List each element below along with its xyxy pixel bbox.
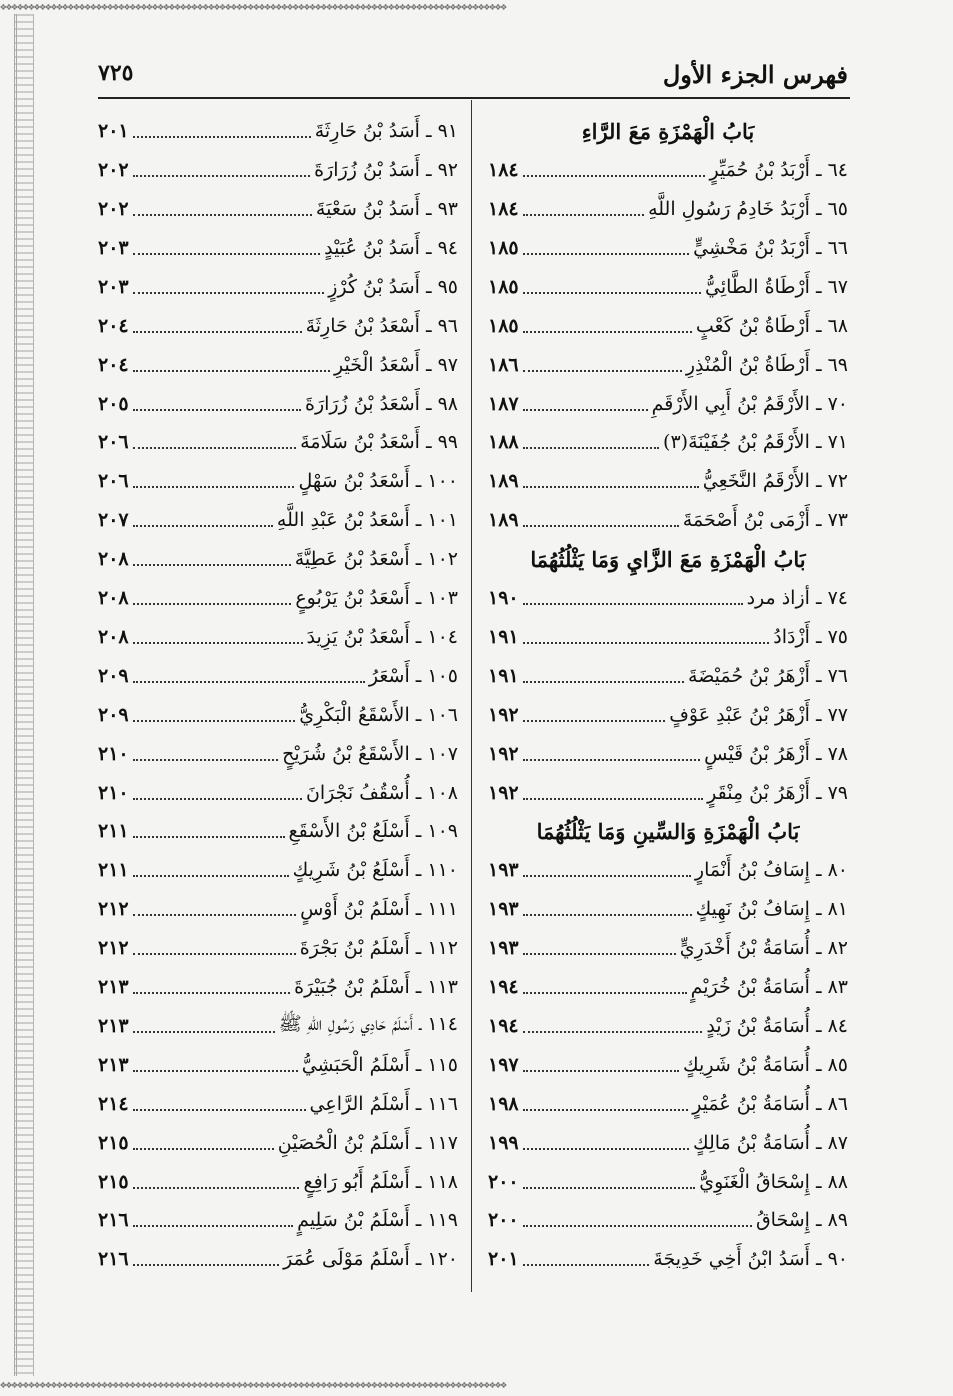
entry-name: ١١٦ ـ أَسْلَمُ الرَّاعِي xyxy=(309,1092,458,1115)
leader-dots xyxy=(133,681,365,683)
leader-dots xyxy=(133,798,302,800)
entry-name: ٧٣ ـ أَزْمَى بْنُ أَصْحَمَةَ xyxy=(682,509,848,532)
index-entry xyxy=(98,1162,458,1201)
index-entry xyxy=(488,1162,848,1201)
leader-dots xyxy=(523,992,687,994)
entry-page-number: ٢٠٨ xyxy=(98,548,129,571)
leader-dots xyxy=(523,720,666,722)
entry-name: ٧٨ ـ أَزْهَرُ بْنُ قَيْسٍ xyxy=(704,742,848,765)
section-heading: بَابُ الْهَمْزَةِ مَعَ الزَّايِ وَمَا يَثْلُثُهُمَا xyxy=(530,546,806,572)
entry-page-number: ٢١١ xyxy=(98,859,129,882)
entry-name: ٩٦ ـ أَسْعَدُ بْنُ حَارِثَةَ xyxy=(305,314,458,337)
leader-dots xyxy=(523,292,701,294)
leader-dots xyxy=(523,681,684,683)
index-entry xyxy=(98,734,458,773)
index-entry xyxy=(488,734,848,773)
entry-page-number: ٢٠٠ xyxy=(488,1170,519,1193)
entry-page-number: ٢١٢ xyxy=(98,937,129,960)
entry-name: ١٠٦ ـ الأَسْقَعُ الْبَكْرِيُّ xyxy=(299,703,458,726)
entry-name: ٨١ ـ إِسَافُ بْنُ نَهِيكٍ xyxy=(695,898,848,921)
leader-dots xyxy=(133,253,321,255)
index-entry xyxy=(98,851,458,890)
leader-dots xyxy=(523,642,770,644)
entry-name: ٦٩ ـ أَرْطَاةُ بْنُ الْمُنْذِرِ xyxy=(685,353,848,376)
entry-name: ٨٨ ـ إِسْحَاقُ الْغَنَوِيُّ xyxy=(699,1170,848,1193)
index-entry xyxy=(98,1007,458,1046)
entry-page-number: ٢١٠ xyxy=(98,742,129,765)
entry-name: ١٠٣ ـ أَسْعَدُ بْنُ يَرْبُوعٍ xyxy=(295,587,458,610)
entry-name: ١٠٥ ـ أَسْعَرُ xyxy=(368,664,458,687)
entry-page-number: ١٩٤ xyxy=(488,1014,519,1037)
entry-page-number: ١٩٧ xyxy=(488,1053,519,1076)
index-entry xyxy=(488,423,848,462)
leader-dots xyxy=(133,486,295,488)
index-entry xyxy=(98,696,458,735)
entry-page-number: ٢٠٨ xyxy=(98,587,129,610)
entry-name: ٧٩ ـ أَزْهَرُ بْنُ مِنْقَرٍ xyxy=(707,781,848,804)
entry-name: ١٠٩ ـ أَسْلَعُ بْنُ الأَسْقَعِ xyxy=(288,820,458,843)
entry-page-number: ٢٠٣ xyxy=(98,236,129,259)
leader-dots xyxy=(523,525,679,527)
entry-page-number: ٢٠٤ xyxy=(98,314,129,337)
leader-dots xyxy=(523,409,648,411)
entry-name: ١٠٢ ـ أَسْعَدُ بْنُ عَطِيَّةَ xyxy=(294,548,458,571)
entry-name: ١١٣ ـ أَسْلَمُ بْنُ جُبَيْرَةَ xyxy=(294,976,458,999)
entry-page-number: ١٩٩ xyxy=(488,1131,519,1154)
leader-dots xyxy=(523,370,682,372)
entry-page-number: ١٩٣ xyxy=(488,937,519,960)
entry-name: ١٠٤ ـ أَسْعَدُ بْنُ يَزِيدَ xyxy=(306,625,458,648)
index-entry xyxy=(488,462,848,501)
index-entry xyxy=(98,423,458,462)
leader-dots xyxy=(133,914,296,916)
leader-dots xyxy=(133,720,296,722)
entry-page-number: ٢١٤ xyxy=(98,1092,129,1115)
entry-name: ١٠٧ ـ الأَسْقَعُ بْنُ شُرَيْحٍ xyxy=(282,742,458,765)
index-entry xyxy=(98,773,458,812)
entry-page-number: ٢٠٨ xyxy=(98,625,129,648)
leader-dots xyxy=(133,175,311,177)
index-entry xyxy=(488,345,848,384)
index-entry xyxy=(98,579,458,618)
entry-page-number: ١٩٢ xyxy=(488,742,519,765)
leader-dots xyxy=(133,759,279,761)
leader-dots xyxy=(523,759,700,761)
index-entry xyxy=(98,112,458,151)
index-entry xyxy=(98,812,458,851)
entry-name: ٩٧ ـ أَسْعَدُ الْخَيْرِ xyxy=(334,353,458,376)
entry-name: ١١٥ ـ أَسْلَمُ الْحَبَشِيُّ xyxy=(301,1053,458,1076)
entry-name: ٩٥ ـ أَسَدُ بْنُ كُرْزٍ xyxy=(328,275,458,298)
leader-dots xyxy=(133,331,302,333)
index-entry xyxy=(488,579,848,618)
leader-dots xyxy=(133,1109,306,1111)
index-entry xyxy=(98,618,458,657)
entry-name: ٩٢ ـ أَسَدُ بْنُ زُرَارَةَ xyxy=(314,159,458,182)
index-entry xyxy=(488,968,848,1007)
entry-page-number: ٢١١ xyxy=(98,820,129,843)
entry-page-number: ٢٠١ xyxy=(488,1248,519,1271)
entry-name: ١١٢ ـ أَسْلَمُ بْنُ بَجْرَةَ xyxy=(299,937,458,960)
running-title: فهرس الجزء الأول xyxy=(662,60,848,89)
index-entry xyxy=(98,151,458,190)
entry-page-number: ١٨٥ xyxy=(488,236,519,259)
index-entry xyxy=(98,929,458,968)
entry-page-number: ١٨٥ xyxy=(488,275,519,298)
entry-page-number: ٢٠٦ xyxy=(98,431,129,454)
leader-dots xyxy=(523,447,659,449)
entry-name: ٧٤ ـ أزاذ مرد xyxy=(746,587,848,610)
entry-name: ١١٨ ـ أَسْلَمُ أَبُو رَافِعٍ xyxy=(303,1170,458,1193)
entry-name: ٦٧ ـ أَرْطَاةُ الطَّائِيُّ xyxy=(705,275,848,298)
entry-page-number: ١٨٥ xyxy=(488,314,519,337)
entry-name: ١١١ ـ أَسْلَمُ بْنُ أَوْسٍ xyxy=(300,898,458,921)
leader-dots xyxy=(133,370,330,372)
leader-dots xyxy=(133,292,325,294)
entry-name: ١١٩ ـ أَسْلَمُ بْنُ سَلِيمٍ xyxy=(297,1209,458,1232)
leader-dots xyxy=(133,214,312,216)
leader-dots xyxy=(133,447,297,449)
entry-page-number: ٢٠٣ xyxy=(98,275,129,298)
leader-dots xyxy=(523,1187,696,1189)
section-heading: بَابُ الْهَمْزَةِ وَالسِّينِ وَمَا يَثْلُثُهُمَا xyxy=(536,818,800,844)
entry-page-number: ١٩٨ xyxy=(488,1092,519,1115)
entry-page-number: ٢٠٥ xyxy=(98,392,129,415)
leader-dots xyxy=(133,1031,275,1033)
leader-dots xyxy=(523,486,699,488)
entry-page-number: ١٩٢ xyxy=(488,781,519,804)
leader-dots xyxy=(523,1148,689,1150)
entry-name: ٨٠ ـ إِسَافُ بْنُ أَنْمَارٍ xyxy=(694,859,848,882)
entry-name: ٨٩ ـ إِسْحَاقُ xyxy=(755,1209,848,1232)
index-entry xyxy=(488,851,848,890)
leader-dots xyxy=(133,564,291,566)
leader-dots xyxy=(133,525,273,527)
entry-page-number: ١٨٩ xyxy=(488,509,519,532)
leader-dots xyxy=(523,253,690,255)
entry-page-number: ١٨٤ xyxy=(488,198,519,221)
section-heading: بَابُ الْهَمْزَةِ مَعَ الرَّاءِ xyxy=(581,118,755,144)
entry-page-number: ٢١٣ xyxy=(98,976,129,999)
index-entry xyxy=(488,1085,848,1124)
leader-dots xyxy=(523,798,704,800)
index-entry xyxy=(98,1123,458,1162)
entry-name: ٦٤ ـ أَرْبَدُ بْنُ حُمَيِّرٍ xyxy=(709,159,848,182)
entry-page-number: ١٨٤ xyxy=(488,159,519,182)
leader-dots xyxy=(523,914,692,916)
entry-page-number: ١٩٠ xyxy=(488,587,519,610)
entry-page-number: ٢١٥ xyxy=(98,1170,129,1193)
leader-dots xyxy=(133,409,301,411)
index-entry xyxy=(488,307,848,346)
leader-dots xyxy=(133,136,311,138)
entry-name: ١٠١ ـ أَسْعَدُ بْنُ عَبْدِ اللَّهِ xyxy=(276,509,458,532)
entry-page-number: ٢٠٢ xyxy=(98,198,129,221)
entry-name: ٦٨ ـ أَرْطَاةُ بْنُ كَعْبٍ xyxy=(695,314,848,337)
index-entry xyxy=(488,1046,848,1085)
index-entry xyxy=(488,1007,848,1046)
entry-name: ٨٤ ـ أُسَامَةُ بْنُ زَيْدٍ xyxy=(706,1014,848,1037)
entry-name: ٧٠ ـ الأَرْقَمُ بْنُ أَبِي الأَرْقَمِ xyxy=(651,392,848,415)
entry-page-number: ٢٠٩ xyxy=(98,703,129,726)
entry-page-number: ٢١٣ xyxy=(98,1053,129,1076)
index-entry xyxy=(98,384,458,423)
index-entry xyxy=(488,929,848,968)
entry-page-number: ١٨٦ xyxy=(488,353,519,376)
leader-dots xyxy=(133,992,290,994)
entry-page-number: ٢١٠ xyxy=(98,781,129,804)
leader-dots xyxy=(133,836,285,838)
leader-dots xyxy=(523,214,644,216)
leader-dots xyxy=(523,331,692,333)
decorative-border-top: ❖❖❖❖❖❖❖❖❖❖❖❖❖❖❖❖❖❖❖❖❖❖❖❖❖❖❖❖❖❖❖❖❖❖❖❖❖❖❖❖❖❖❖❖❖❖❖❖❖❖❖❖❖❖❖❖❖❖❖❖❖❖❖❖❖❖❖❖❖❖❖❖❖❖❖❖❖❖❖❖❖❖❖❖❖❖❖❖❖❖ xyxy=(0,0,507,13)
leader-dots xyxy=(133,1148,274,1150)
entry-name: ٨٥ ـ أُسَامَةُ بْنُ شَرِيكٍ xyxy=(683,1053,848,1076)
entry-page-number: ٢٠٠ xyxy=(488,1209,519,1232)
entry-name: ١١٠ ـ أَسْلَعُ بْنُ شَرِيكٍ xyxy=(292,859,458,882)
header-rule xyxy=(98,97,850,99)
entry-name: ٩٩ ـ أَسْعَدُ بْنُ سَلَامَةَ xyxy=(300,431,458,454)
entry-name: ٩٠ ـ أَسَدُ ابْنُ أَخِي خَدِيجَةَ xyxy=(653,1248,848,1271)
leader-dots xyxy=(133,603,292,605)
decorative-border-left xyxy=(14,14,34,1376)
index-entry xyxy=(98,268,458,307)
entry-name: ٧٧ ـ أَزْهَرُ بْنُ عَبْدِ عَوْفٍ xyxy=(669,703,848,726)
entry-page-number: ١٩٣ xyxy=(488,898,519,921)
index-entry xyxy=(488,268,848,307)
leader-dots xyxy=(523,1225,752,1227)
index-entry xyxy=(98,1046,458,1085)
index-entry xyxy=(98,501,458,540)
entry-name: ٩١ ـ أَسَدُ بْنُ حَارِثَةَ xyxy=(314,120,458,143)
entry-name: ١٢٠ ـ أَسْلَمُ مَوْلَى عُمَرَ xyxy=(283,1248,458,1271)
leader-dots xyxy=(133,953,296,955)
leader-dots xyxy=(133,1187,300,1189)
index-entry xyxy=(488,1201,848,1240)
index-entry xyxy=(488,890,848,929)
entry-name: ٦٥ ـ أَرْبَدُ خَادِمُ رَسُولِ اللَّهِ xyxy=(648,198,848,221)
index-entry xyxy=(98,657,458,696)
leader-dots xyxy=(523,603,743,605)
index-entry xyxy=(98,968,458,1007)
index-entry xyxy=(98,540,458,579)
entry-page-number: ١٩٣ xyxy=(488,859,519,882)
index-entry xyxy=(488,618,848,657)
entry-name: ٧٥ ـ أَزْدَادُ xyxy=(773,625,848,648)
index-entry xyxy=(488,1240,848,1279)
index-entry xyxy=(488,229,848,268)
index-entry xyxy=(488,1123,848,1162)
leader-dots xyxy=(523,1109,689,1111)
entry-page-number: ١٩١ xyxy=(488,625,519,648)
index-entry xyxy=(98,462,458,501)
index-entry xyxy=(98,307,458,346)
entry-page-number: ٢٠١ xyxy=(98,120,129,143)
entry-page-number: ٢٠٧ xyxy=(98,509,129,532)
leader-dots xyxy=(133,1264,279,1266)
entry-name: ١١٤ ـ أَسْلَمُ حَادِي رَسُولِ اللهِ ﷺ xyxy=(278,1012,458,1035)
index-entry xyxy=(98,1085,458,1124)
entry-page-number: ٢٠٤ xyxy=(98,353,129,376)
leader-dots xyxy=(523,953,676,955)
index-entry xyxy=(98,190,458,229)
index-entry xyxy=(98,345,458,384)
leader-dots xyxy=(133,1070,298,1072)
entry-page-number: ٢١٦ xyxy=(98,1248,129,1271)
entry-name: ٨٣ ـ أُسَامَةُ بْنُ خُرَيْمٍ xyxy=(690,976,848,999)
index-entry xyxy=(98,890,458,929)
index-entry xyxy=(98,1201,458,1240)
index-entry xyxy=(488,151,848,190)
column-divider xyxy=(471,100,472,1292)
entry-name: ١٠٠ ـ أَسْعَدُ بْنُ سَهْلٍ xyxy=(298,470,458,493)
index-entry xyxy=(488,384,848,423)
entry-name: ١٠٨ ـ أُسْقُفُ نَجْرَانَ xyxy=(305,781,458,804)
index-entry xyxy=(488,773,848,812)
entry-name: ٨٢ ـ أُسَامَةُ بْنُ أَخْدَرِيٍّ xyxy=(679,937,848,960)
entry-name: ١١٧ ـ أَسْلَمُ بْنُ الْحُصَيْنِ xyxy=(277,1131,458,1154)
entry-page-number: ١٨٧ xyxy=(488,392,519,415)
leader-dots xyxy=(523,1070,679,1072)
leader-dots xyxy=(523,175,706,177)
entry-name: ٩٣ ـ أَسَدُ بْنُ سَعْيَةَ xyxy=(315,198,458,221)
entry-page-number: ٢٠٦ xyxy=(98,470,129,493)
leader-dots xyxy=(133,1225,294,1227)
entry-name: ٧١ ـ الأَرْقَمُ بْنُ جُفَيْنَةَ(٣) xyxy=(663,431,848,454)
index-entry xyxy=(488,190,848,229)
entry-name: ٩٤ ـ أَسَدُ بْنُ عُبَيْدٍ xyxy=(324,236,458,259)
entry-name: ٦٦ ـ أَرْبَدُ بْنُ مَخْشِيٍّ xyxy=(693,236,848,259)
index-entry xyxy=(488,501,848,540)
entry-page-number: ٢١٦ xyxy=(98,1209,129,1232)
leader-dots xyxy=(523,1031,703,1033)
index-entry xyxy=(488,696,848,735)
entry-page-number: ١٩١ xyxy=(488,664,519,687)
entry-page-number: ١٩٢ xyxy=(488,703,519,726)
decorative-border-bottom: ❖❖❖❖❖❖❖❖❖❖❖❖❖❖❖❖❖❖❖❖❖❖❖❖❖❖❖❖❖❖❖❖❖❖❖❖❖❖❖❖❖❖❖❖❖❖❖❖❖❖❖❖❖❖❖❖❖❖❖❖❖❖❖❖❖❖❖❖❖❖❖❖❖❖❖❖❖❖❖❖❖❖❖❖❖❖❖❖❖❖ xyxy=(0,1378,507,1391)
entry-page-number: ١٨٩ xyxy=(488,470,519,493)
entry-name: ٧٦ ـ أَزْهَرُ بْنُ حُمَيْضَةَ xyxy=(688,664,848,687)
index-entry xyxy=(98,1240,458,1279)
entry-name: ٨٧ ـ أُسَامَةُ بْنُ مَالِكٍ xyxy=(692,1131,848,1154)
leader-dots xyxy=(133,642,303,644)
leader-dots xyxy=(523,1264,650,1266)
entry-page-number: ١٨٨ xyxy=(488,431,519,454)
page-number: ٧٢٥ xyxy=(98,60,134,86)
entry-page-number: ٢١٢ xyxy=(98,898,129,921)
entry-page-number: ٢١٥ xyxy=(98,1131,129,1154)
entry-page-number: ٢١٣ xyxy=(98,1014,129,1037)
leader-dots xyxy=(133,875,289,877)
leader-dots xyxy=(523,875,691,877)
index-entry xyxy=(98,229,458,268)
index-entry xyxy=(488,657,848,696)
entry-page-number: ١٩٤ xyxy=(488,976,519,999)
entry-page-number: ٢٠٢ xyxy=(98,159,129,182)
entry-name: ٧٢ ـ الأَرْقَمُ النَّخَعِيُّ xyxy=(702,470,848,493)
entry-name: ٨٦ ـ أُسَامَةُ بْنُ عُمَيْرٍ xyxy=(692,1092,848,1115)
page-header xyxy=(98,60,848,94)
entry-page-number: ٢٠٩ xyxy=(98,664,129,687)
entry-name: ٩٨ ـ أَسْعَدُ بْنُ زُرَارَةَ xyxy=(305,392,458,415)
